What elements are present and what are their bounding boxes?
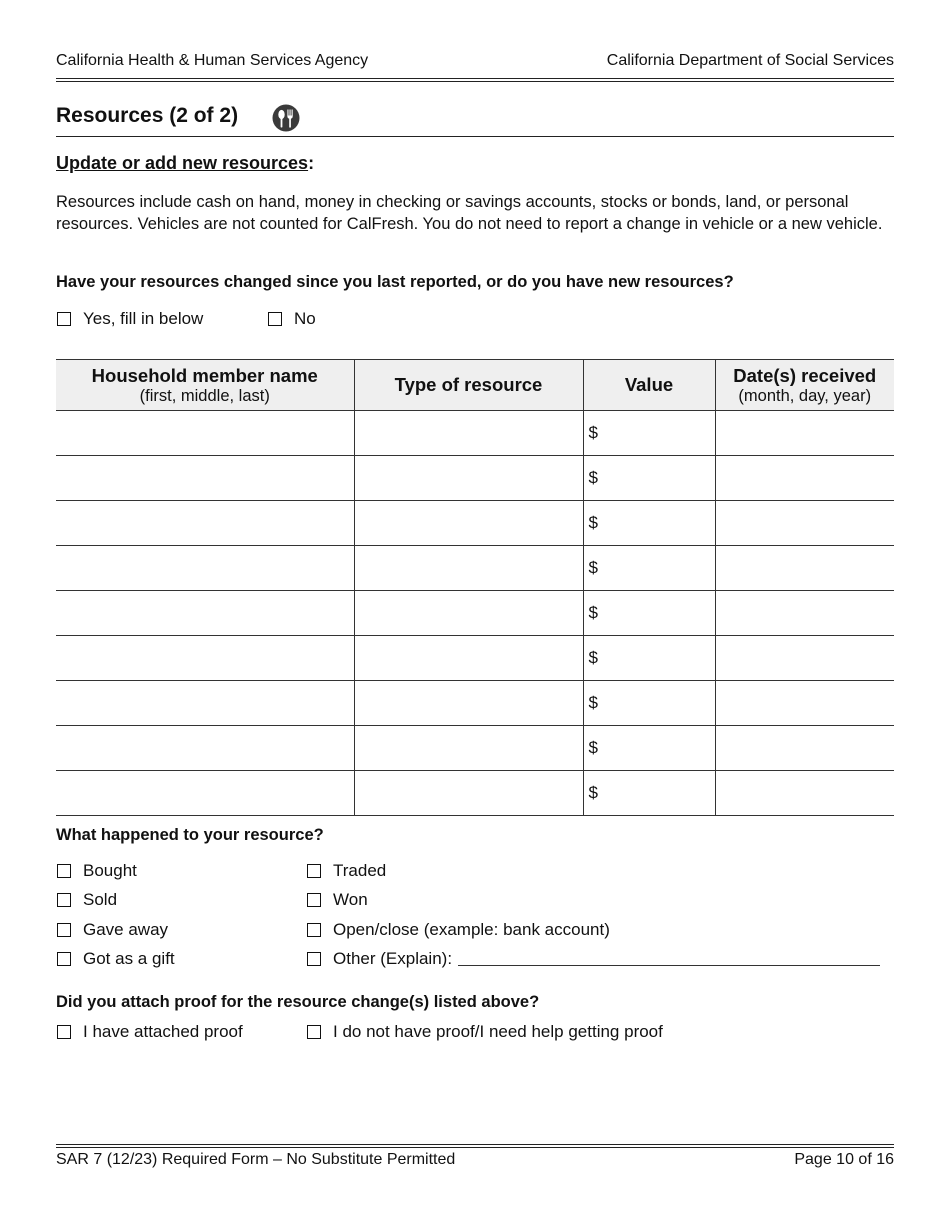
currency-symbol: $ [588, 693, 598, 712]
won-option[interactable]: Won [307, 890, 368, 910]
agency-name: California Health & Human Services Agency [56, 52, 369, 69]
open-close-option[interactable]: Open/close (example: bank account) [307, 920, 610, 940]
other-option[interactable]: Other (Explain): [307, 949, 880, 969]
bought-checkbox[interactable] [57, 864, 71, 878]
date-received-cell[interactable] [715, 411, 894, 456]
form-id: SAR 7 (12/23) Required Form – No Substitute Permitted [56, 1151, 456, 1168]
resource-type-cell[interactable] [354, 501, 583, 546]
value-cell[interactable] [583, 411, 715, 456]
no-option[interactable] [268, 309, 316, 329]
member-name-cell[interactable] [56, 456, 354, 501]
section-title-row [56, 104, 894, 137]
currency-symbol: $ [588, 603, 598, 622]
member-name-cell[interactable] [56, 411, 354, 456]
table-row [56, 771, 894, 816]
member-name-cell[interactable] [56, 636, 354, 681]
table-row [56, 456, 894, 501]
member-name-cell[interactable] [56, 681, 354, 726]
table-row [56, 501, 894, 546]
col-value: Value [583, 360, 715, 411]
page-footer [56, 1151, 894, 1169]
no-proof-checkbox[interactable] [307, 1025, 321, 1039]
other-checkbox[interactable] [307, 952, 321, 966]
open-close-checkbox[interactable] [307, 923, 321, 937]
currency-symbol: $ [588, 783, 598, 802]
currency-symbol: $ [588, 513, 598, 532]
resource-type-cell[interactable] [354, 546, 583, 591]
what-happened-question: What happened to your resource? [56, 826, 324, 844]
attached-proof-option[interactable]: I have attached proof [57, 1022, 243, 1042]
form-page [56, 0, 894, 1230]
resource-type-cell[interactable] [354, 771, 583, 816]
yes-option[interactable] [57, 309, 203, 329]
date-received-cell[interactable] [715, 456, 894, 501]
currency-symbol: $ [588, 648, 598, 667]
table-row [56, 636, 894, 681]
date-received-cell[interactable] [715, 726, 894, 771]
traded-checkbox[interactable] [307, 864, 321, 878]
resources-table [56, 359, 894, 816]
page-header [56, 52, 894, 70]
value-cell[interactable] [583, 681, 715, 726]
value-cell[interactable] [583, 456, 715, 501]
table-header-row [56, 360, 894, 411]
currency-symbol: $ [588, 468, 598, 487]
date-received-cell[interactable] [715, 771, 894, 816]
member-name-cell[interactable] [56, 501, 354, 546]
footer-rule [56, 1147, 894, 1148]
date-received-cell[interactable] [715, 591, 894, 636]
value-cell[interactable] [583, 726, 715, 771]
no-label: No [294, 309, 316, 328]
gave-away-checkbox[interactable] [57, 923, 71, 937]
sold-option[interactable]: Sold [57, 890, 117, 910]
resource-type-cell[interactable] [354, 636, 583, 681]
header-rule [56, 78, 894, 79]
other-explain-field[interactable] [458, 965, 880, 966]
table-row [56, 681, 894, 726]
yes-checkbox[interactable] [57, 312, 71, 326]
update-heading: Update or add new resources: [56, 153, 315, 173]
date-received-cell[interactable] [715, 501, 894, 546]
got-as-gift-option[interactable]: Got as a gift [57, 949, 175, 969]
won-checkbox[interactable] [307, 893, 321, 907]
proof-question: Did you attach proof for the resource change(s) listed above? [56, 993, 540, 1011]
member-name-cell[interactable] [56, 771, 354, 816]
footer-rule [56, 1144, 894, 1145]
col-type-of-resource: Type of resource [354, 360, 583, 411]
currency-symbol: $ [588, 423, 598, 442]
value-cell[interactable] [583, 591, 715, 636]
sold-checkbox[interactable] [57, 893, 71, 907]
currency-symbol: $ [588, 738, 598, 757]
traded-option[interactable]: Traded [307, 861, 386, 881]
value-cell[interactable] [583, 501, 715, 546]
col-dates-received: Date(s) received (month, day, year) [715, 360, 894, 411]
col-household-member: Household member name (first, middle, last) [56, 360, 354, 411]
resource-type-cell[interactable] [354, 726, 583, 771]
table-row [56, 591, 894, 636]
date-received-cell[interactable] [715, 681, 894, 726]
date-received-cell[interactable] [715, 636, 894, 681]
food-program-icon [272, 104, 300, 132]
gave-away-option[interactable]: Gave away [57, 920, 168, 940]
table-row [56, 726, 894, 771]
yes-label: Yes, fill in below [83, 309, 204, 328]
no-checkbox[interactable] [268, 312, 282, 326]
got-as-gift-checkbox[interactable] [57, 952, 71, 966]
value-cell[interactable] [583, 546, 715, 591]
date-received-cell[interactable] [715, 546, 894, 591]
resource-type-cell[interactable] [354, 411, 583, 456]
resource-type-cell[interactable] [354, 591, 583, 636]
header-rule [56, 81, 894, 82]
table-row [56, 411, 894, 456]
section-title: Resources (2 of 2) [56, 104, 239, 127]
value-cell[interactable] [583, 636, 715, 681]
value-cell[interactable] [583, 771, 715, 816]
member-name-cell[interactable] [56, 591, 354, 636]
resources-description: Resources include cash on hand, money in checking or savings accounts, stocks or bonds, land, or personal resources. Vehicles are not counted for CalFresh. You do not need to report a change in vehicle or a new vehicle. [56, 193, 883, 233]
attached-proof-checkbox[interactable] [57, 1025, 71, 1039]
resource-type-cell[interactable] [354, 456, 583, 501]
department-name: California Department of Social Services [606, 52, 894, 69]
table-row [56, 546, 894, 591]
no-proof-option[interactable]: I do not have proof/I need help getting proof [307, 1022, 663, 1042]
bought-option[interactable]: Bought [57, 861, 137, 881]
currency-symbol: $ [588, 558, 598, 577]
resource-type-cell[interactable] [354, 681, 583, 726]
member-name-cell[interactable] [56, 726, 354, 771]
member-name-cell[interactable] [56, 546, 354, 591]
page-number: Page 10 of 16 [794, 1151, 894, 1168]
resources-changed-question: Have your resources changed since you last reported, or do you have new resources? [56, 273, 734, 291]
